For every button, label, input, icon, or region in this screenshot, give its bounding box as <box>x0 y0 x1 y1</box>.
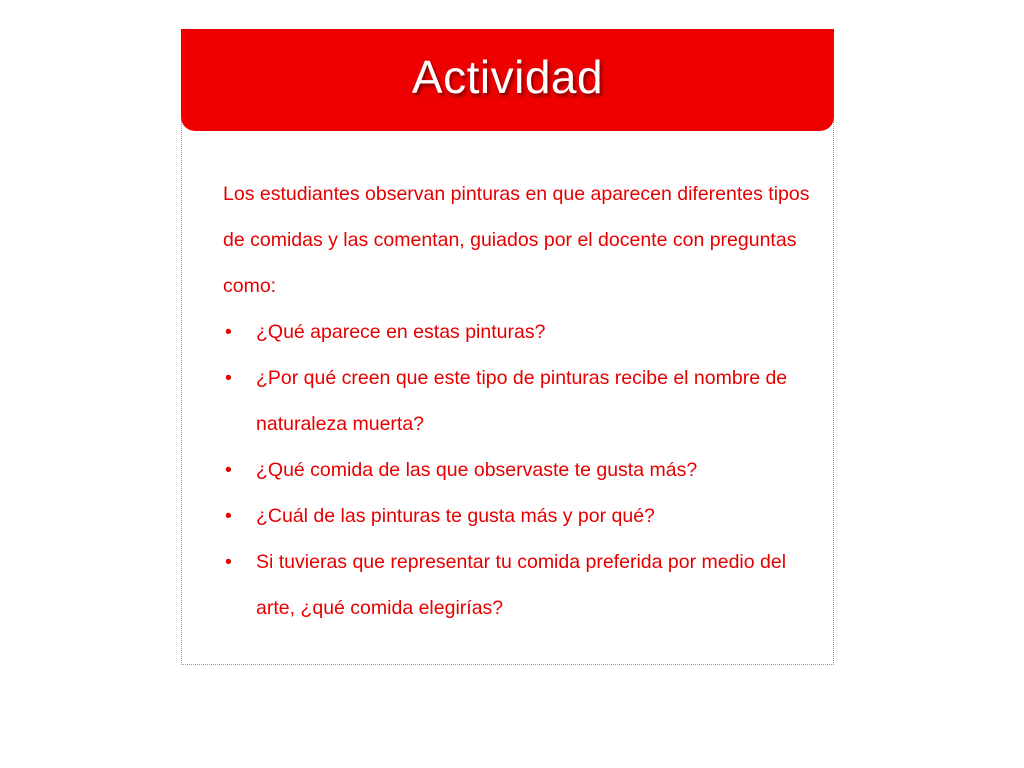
question-text: ¿Cuál de las pinturas te gusta más y por qué? <box>256 505 655 527</box>
bullet-icon: • <box>225 321 232 343</box>
intro-paragraph: Los estudiantes observan pinturas en que aparecen diferentes tipos de comidas y las comentan, guiados por el docente con preguntas como: <box>223 183 810 297</box>
bullet-icon: • <box>225 367 232 389</box>
question-list <box>223 309 818 631</box>
question-item <box>223 493 818 539</box>
page-title: Actividad <box>411 51 604 103</box>
question-item <box>223 539 818 631</box>
question-item <box>223 355 818 447</box>
bullet-icon: • <box>225 459 232 481</box>
bullet-icon: • <box>225 551 232 573</box>
question-text: ¿Qué aparece en estas pinturas? <box>256 321 546 343</box>
activity-content <box>223 171 818 631</box>
question-item <box>223 309 818 355</box>
title-banner <box>181 29 834 131</box>
bullet-icon: • <box>225 505 232 527</box>
question-text: ¿Por qué creen que este tipo de pinturas recibe el nombre de naturaleza muerta? <box>256 367 788 435</box>
question-item <box>223 447 818 493</box>
question-text: Si tuvieras que representar tu comida preferida por medio del arte, ¿qué comida elegirías? <box>256 551 787 619</box>
question-text: ¿Qué comida de las que observaste te gusta más? <box>256 459 698 481</box>
